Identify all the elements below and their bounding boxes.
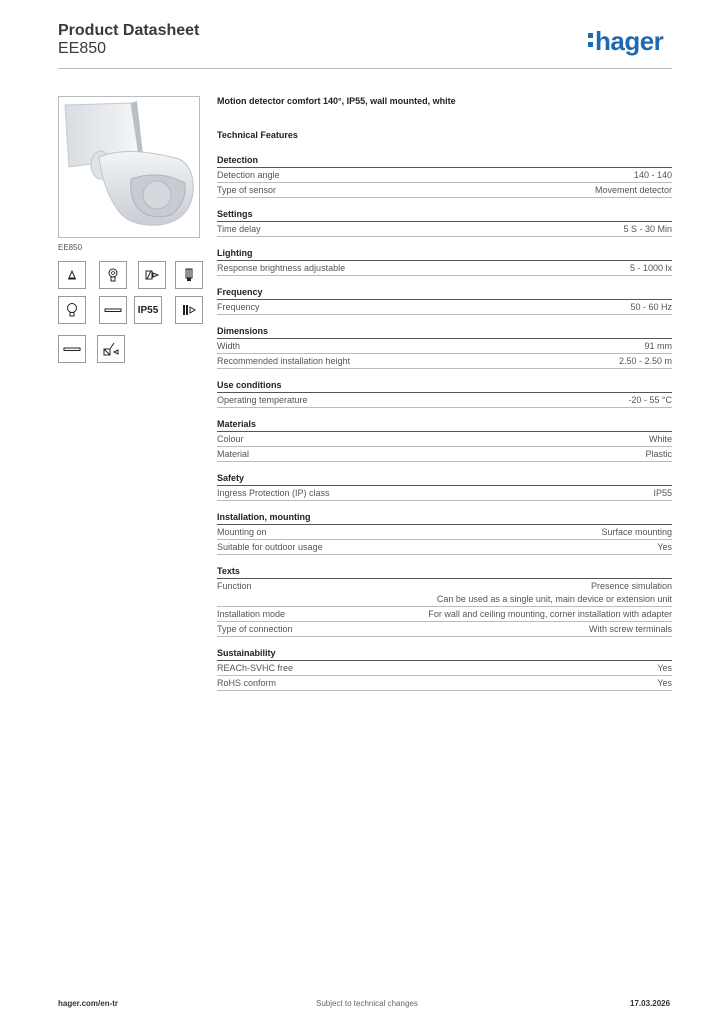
section <box>217 647 672 691</box>
feature-value <box>653 487 672 500</box>
section-title: Installation, mounting <box>217 511 672 525</box>
linear-tube-icon <box>99 296 127 324</box>
feature-value <box>619 355 672 368</box>
feature-value-line: Yes <box>657 542 672 552</box>
section <box>217 325 672 369</box>
feature-row <box>217 525 672 540</box>
feature-value <box>623 223 672 236</box>
feature-value <box>589 623 672 636</box>
feature-label: Mounting on <box>217 527 267 537</box>
incandescent-bulb-icon <box>58 296 86 324</box>
section-title: Frequency <box>217 286 672 300</box>
feature-label: Detection angle <box>217 170 280 180</box>
section-title: Sustainability <box>217 647 672 661</box>
fluorescent-tube-icon <box>175 261 203 289</box>
section <box>217 154 672 198</box>
footer-website[interactable]: hager.com/en-tr <box>58 999 119 1008</box>
feature-value <box>628 394 672 407</box>
section-title: Use conditions <box>217 379 672 393</box>
section <box>217 208 672 237</box>
feature-value <box>657 677 672 690</box>
feature-label: Time delay <box>217 224 261 234</box>
technical-details <box>217 96 672 691</box>
feature-label: Response brightness adjustable <box>217 263 346 273</box>
product-image <box>58 96 200 238</box>
feature-row <box>217 579 672 607</box>
feature-value <box>428 608 672 621</box>
feature-row <box>217 222 672 237</box>
logo-text: hager <box>595 26 664 56</box>
feature-row <box>217 661 672 676</box>
feature-value <box>645 448 672 461</box>
ceiling-lamp-icon <box>58 261 86 289</box>
feature-row <box>217 183 672 198</box>
feature-value-line: 5 - 1000 lx <box>629 263 672 273</box>
section <box>217 565 672 637</box>
feature-value <box>644 340 672 353</box>
section <box>217 379 672 408</box>
section-title: Settings <box>217 208 672 222</box>
feature-label: Frequency <box>217 302 260 312</box>
feature-label: Width <box>217 341 241 351</box>
header-divider <box>58 68 672 69</box>
feature-value-line: 2.50 - 2.50 m <box>618 356 672 366</box>
feature-row <box>217 432 672 447</box>
feature-value-line: 50 - 60 Hz <box>630 302 672 312</box>
logo-dots-icon <box>588 26 593 47</box>
section-title: Dimensions <box>217 325 672 339</box>
fluorescent-lamp-icon <box>58 335 86 363</box>
feature-row <box>217 168 672 183</box>
section-title: Safety <box>217 472 672 486</box>
section-title: Texts <box>217 565 672 579</box>
feature-row <box>217 607 672 622</box>
image-caption: EE850 <box>58 243 83 252</box>
feature-value-line: IP55 <box>653 488 672 498</box>
feature-sections <box>217 154 672 691</box>
hager-logo <box>588 26 663 57</box>
feature-value-line: White <box>648 434 672 444</box>
feature-value-line: Yes <box>657 663 672 673</box>
feature-label: Installation mode <box>217 609 286 619</box>
feature-row <box>217 339 672 354</box>
feature-row <box>217 540 672 555</box>
feature-value <box>601 526 672 539</box>
feature-value <box>634 169 672 182</box>
ip55-icon: IP55 <box>134 296 162 324</box>
ballast-icon <box>97 335 125 363</box>
feature-label: Function <box>217 581 252 591</box>
section <box>217 511 672 555</box>
technical-features-title: Technical Features <box>217 130 298 140</box>
led-lamp-icon <box>138 261 166 289</box>
feature-value <box>595 184 672 197</box>
page-title: Product Datasheet <box>58 22 200 39</box>
feature-value-line: 140 - 140 <box>633 170 672 180</box>
section <box>217 472 672 501</box>
feature-value <box>657 541 672 554</box>
feature-value-line: 5 S - 30 Min <box>623 224 672 234</box>
section <box>217 247 672 276</box>
section-title: Detection <box>217 154 672 168</box>
footer-date: 17.03.2026 <box>630 999 671 1008</box>
section <box>217 286 672 315</box>
feature-value-line: Movement detector <box>594 185 672 195</box>
section <box>217 418 672 462</box>
feature-label: Suitable for outdoor usage <box>217 542 323 552</box>
section-title: Materials <box>217 418 672 432</box>
feature-value-line: Plastic <box>645 449 672 459</box>
feature-value-line: With screw terminals <box>588 624 672 634</box>
section-title: Lighting <box>217 247 672 261</box>
feature-row <box>217 261 672 276</box>
footer-note: Subject to technical changes <box>316 999 418 1008</box>
feature-label: Recommended installation height <box>217 356 351 366</box>
feature-row <box>217 622 672 637</box>
feature-value-line: 91 mm <box>644 341 672 351</box>
feature-value <box>630 262 672 275</box>
product-description: Motion detector comfort 140°, IP55, wall mounted, white <box>217 96 456 106</box>
feature-value-line: -20 - 55 °C <box>628 395 672 405</box>
feature-value <box>437 580 672 606</box>
feature-value-line: Presence simulation <box>590 581 672 591</box>
feature-value-line: Yes <box>657 678 672 688</box>
feature-row <box>217 486 672 501</box>
feature-row <box>217 447 672 462</box>
feature-row <box>217 676 672 691</box>
feature-row <box>217 354 672 369</box>
feature-label: Material <box>217 449 250 459</box>
feature-label: Type of connection <box>217 624 293 634</box>
feature-row <box>217 300 672 315</box>
feature-label: REACh-SVHC free <box>217 663 294 673</box>
energy-saving-bulb-icon <box>99 261 127 289</box>
feature-label: Colour <box>217 434 244 444</box>
feature-value-line: Surface mounting <box>601 527 672 537</box>
electronic-transformer-icon <box>175 296 203 324</box>
product-code-heading: EE850 <box>58 40 107 57</box>
feature-label: Type of sensor <box>217 185 277 195</box>
feature-label: Operating temperature <box>217 395 308 405</box>
feature-value-line: Can be used as a single unit, main device or extension unit <box>436 594 672 604</box>
feature-value <box>630 301 672 314</box>
feature-value <box>649 433 672 446</box>
feature-value-line: For wall and ceiling mounting, corner installation with adapter <box>428 609 672 619</box>
feature-row <box>217 393 672 408</box>
feature-label: Ingress Protection (IP) class <box>217 488 330 498</box>
feature-label: RoHS conform <box>217 678 277 688</box>
feature-value <box>657 662 672 675</box>
